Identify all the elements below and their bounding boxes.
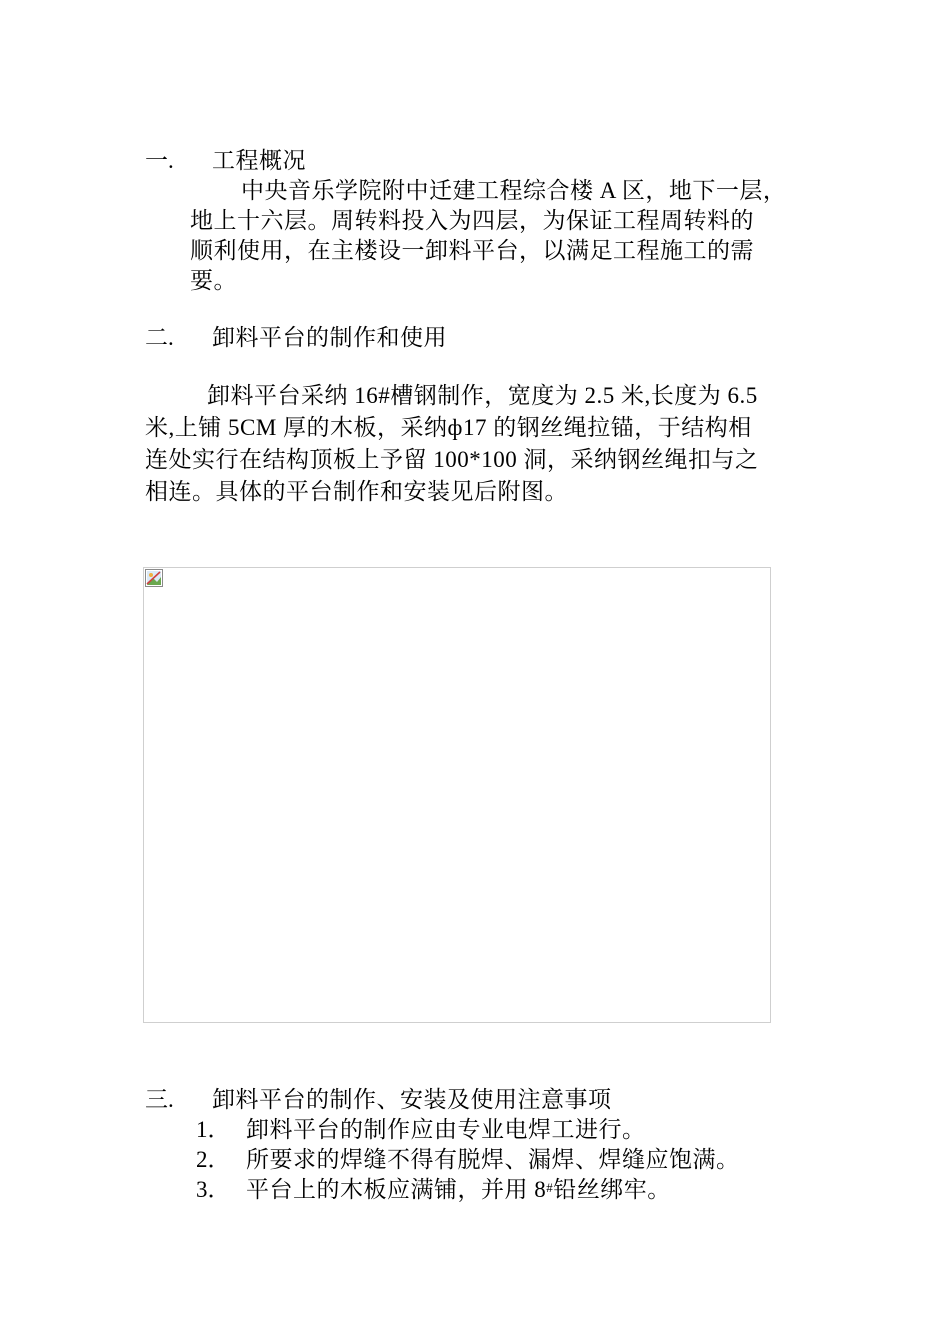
list-item-text-after: 铅丝绑牢。: [553, 1177, 671, 1202]
section-2-paragraph-line: 连处实行在结构顶板上予留 100*100 洞，采纳钢丝绳扣与之: [145, 447, 759, 472]
section-1-number: 一.: [145, 148, 174, 173]
section-3-number: 三.: [145, 1087, 174, 1112]
list-item-text: [246, 1175, 671, 1205]
list-item-number: 1．: [196, 1117, 231, 1142]
list-item-text: 卸料平台的制作应由专业电焊工进行。: [246, 1117, 646, 1142]
section-2-title: 卸料平台的制作和使用: [212, 325, 447, 350]
section-2-number: 二.: [145, 325, 174, 350]
list-item-text: 所要求的焊缝不得有脱焊、漏焊、焊缝应饱满。: [246, 1147, 740, 1172]
section-3-title: 卸料平台的制作、安装及使用注意事项: [212, 1087, 612, 1112]
platform-figure: [143, 567, 771, 1023]
list-item-text-before: 平台上的木板应满铺，并用 8: [246, 1177, 547, 1202]
section-2-paragraph-line: 米,上铺 5CM 厚的木板，采纳ф17 的钢丝绳拉锚，于结构相: [145, 415, 752, 440]
section-2-paragraph-line: 卸料平台采纳 16#槽钢制作，宽度为 2.5 米,长度为 6.5: [207, 383, 758, 408]
broken-image-icon: [145, 569, 163, 587]
section-2-paragraph-line: 相连。具体的平台制作和安装见后附图。: [145, 479, 568, 504]
section-1-paragraph-line: 中央音乐学院附中迁建工程综合楼 A 区，地下一层，: [241, 178, 787, 203]
list-item-number: 3．: [196, 1177, 231, 1202]
section-1-paragraph-line: 地上十六层。周转料投入为四层，为保证工程周转料的: [190, 208, 754, 233]
hash-superscript: #: [546, 1180, 554, 1195]
section-1-paragraph-line: 要。: [190, 268, 237, 293]
list-item-number: 2．: [196, 1147, 231, 1172]
section-1-title: 工程概况: [212, 148, 306, 173]
section-1-paragraph-line: 顺利使用，在主楼设一卸料平台，以满足工程施工的需: [190, 238, 754, 263]
